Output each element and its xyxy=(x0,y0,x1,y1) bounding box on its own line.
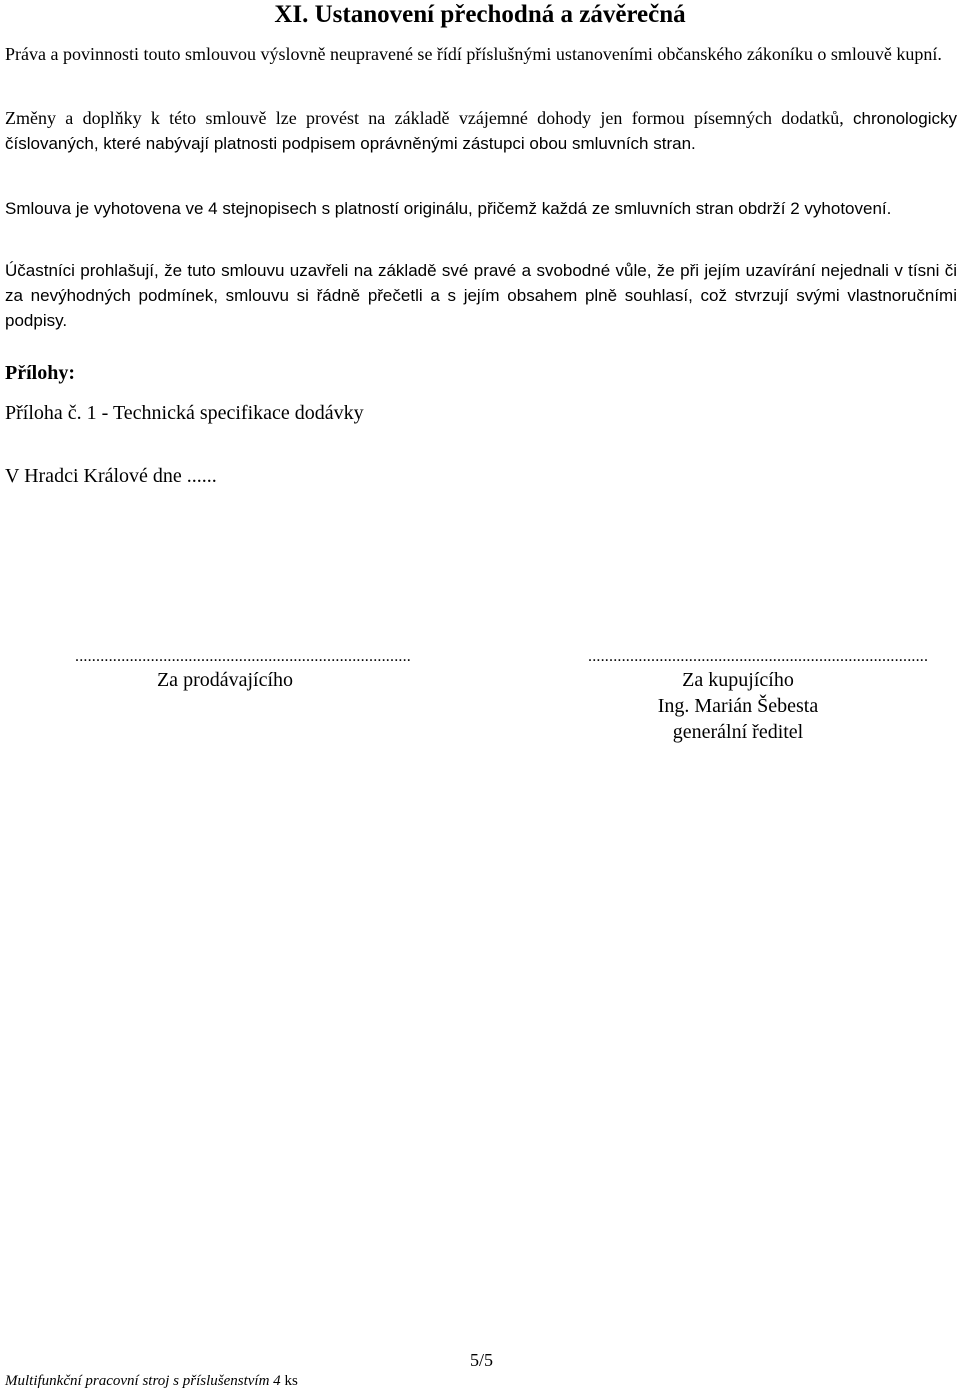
attachment-item-1: Příloha č. 1 - Technická specifikace dodávky xyxy=(5,402,364,424)
signature-block-buyer xyxy=(588,647,929,745)
signature-block-seller xyxy=(75,647,411,693)
signatory-name: Ing. Marián Šebesta xyxy=(657,695,819,717)
paragraph-amendments xyxy=(5,106,957,156)
signature-label-seller: Za prodávajícího xyxy=(156,669,294,691)
place-and-date: V Hradci Králové dne ...... xyxy=(5,465,217,487)
paragraph-applicable-law: Práva a povinnosti touto smlouvou výslovně neupravené se řídí příslušnými ustanoveními občanského zákoníku o smlouvě kupní. xyxy=(5,44,942,64)
paragraph-amendments-part2: chronologicky číslovaných, které nabývají platnosti podpisem oprávněnými zástupci obou smluvních stran. xyxy=(5,109,957,153)
footer xyxy=(5,1371,298,1391)
attachments-heading: Přílohy: xyxy=(5,362,75,384)
footer-text: Multifunkční pracovní stroj s příslušenstvím 4 xyxy=(5,1373,281,1389)
signature-line-seller: ................................................................................ xyxy=(75,648,411,665)
signature-label-buyer: Za kupujícího xyxy=(682,669,794,691)
section-heading: XI. Ustanovení přechodná a závěrečná xyxy=(274,1,686,28)
signature-line-buyer: ................................................................................. xyxy=(588,648,929,665)
paragraph-amendments-part1: Změny a doplňky k této smlouvě lze provést na základě vzájemné dohody jen formou písemných dodatků, xyxy=(5,108,844,128)
paragraph-counterparts: Smlouva je vyhotovena ve 4 stejnopisech s platností originálu, přičemž každá ze smluvních stran obdrží 2 vyhotovení. xyxy=(5,199,892,218)
footer-unit: ks xyxy=(280,1373,298,1389)
signatory-title: generální ředitel xyxy=(672,721,804,743)
paragraph-declaration: Účastníci prohlašují, že tuto smlouvu uzavřeli na základě své pravé a svobodné vůle, že při jejím uzavírání nejednali v tísni či za nevýhodných podmínek, smlouvu si řádně přečetli a s jejím obsahem plně souhlasí, což stvrzují svými vlastnoručními podpisy. xyxy=(5,261,957,330)
page-number: 5/5 xyxy=(470,1350,494,1370)
